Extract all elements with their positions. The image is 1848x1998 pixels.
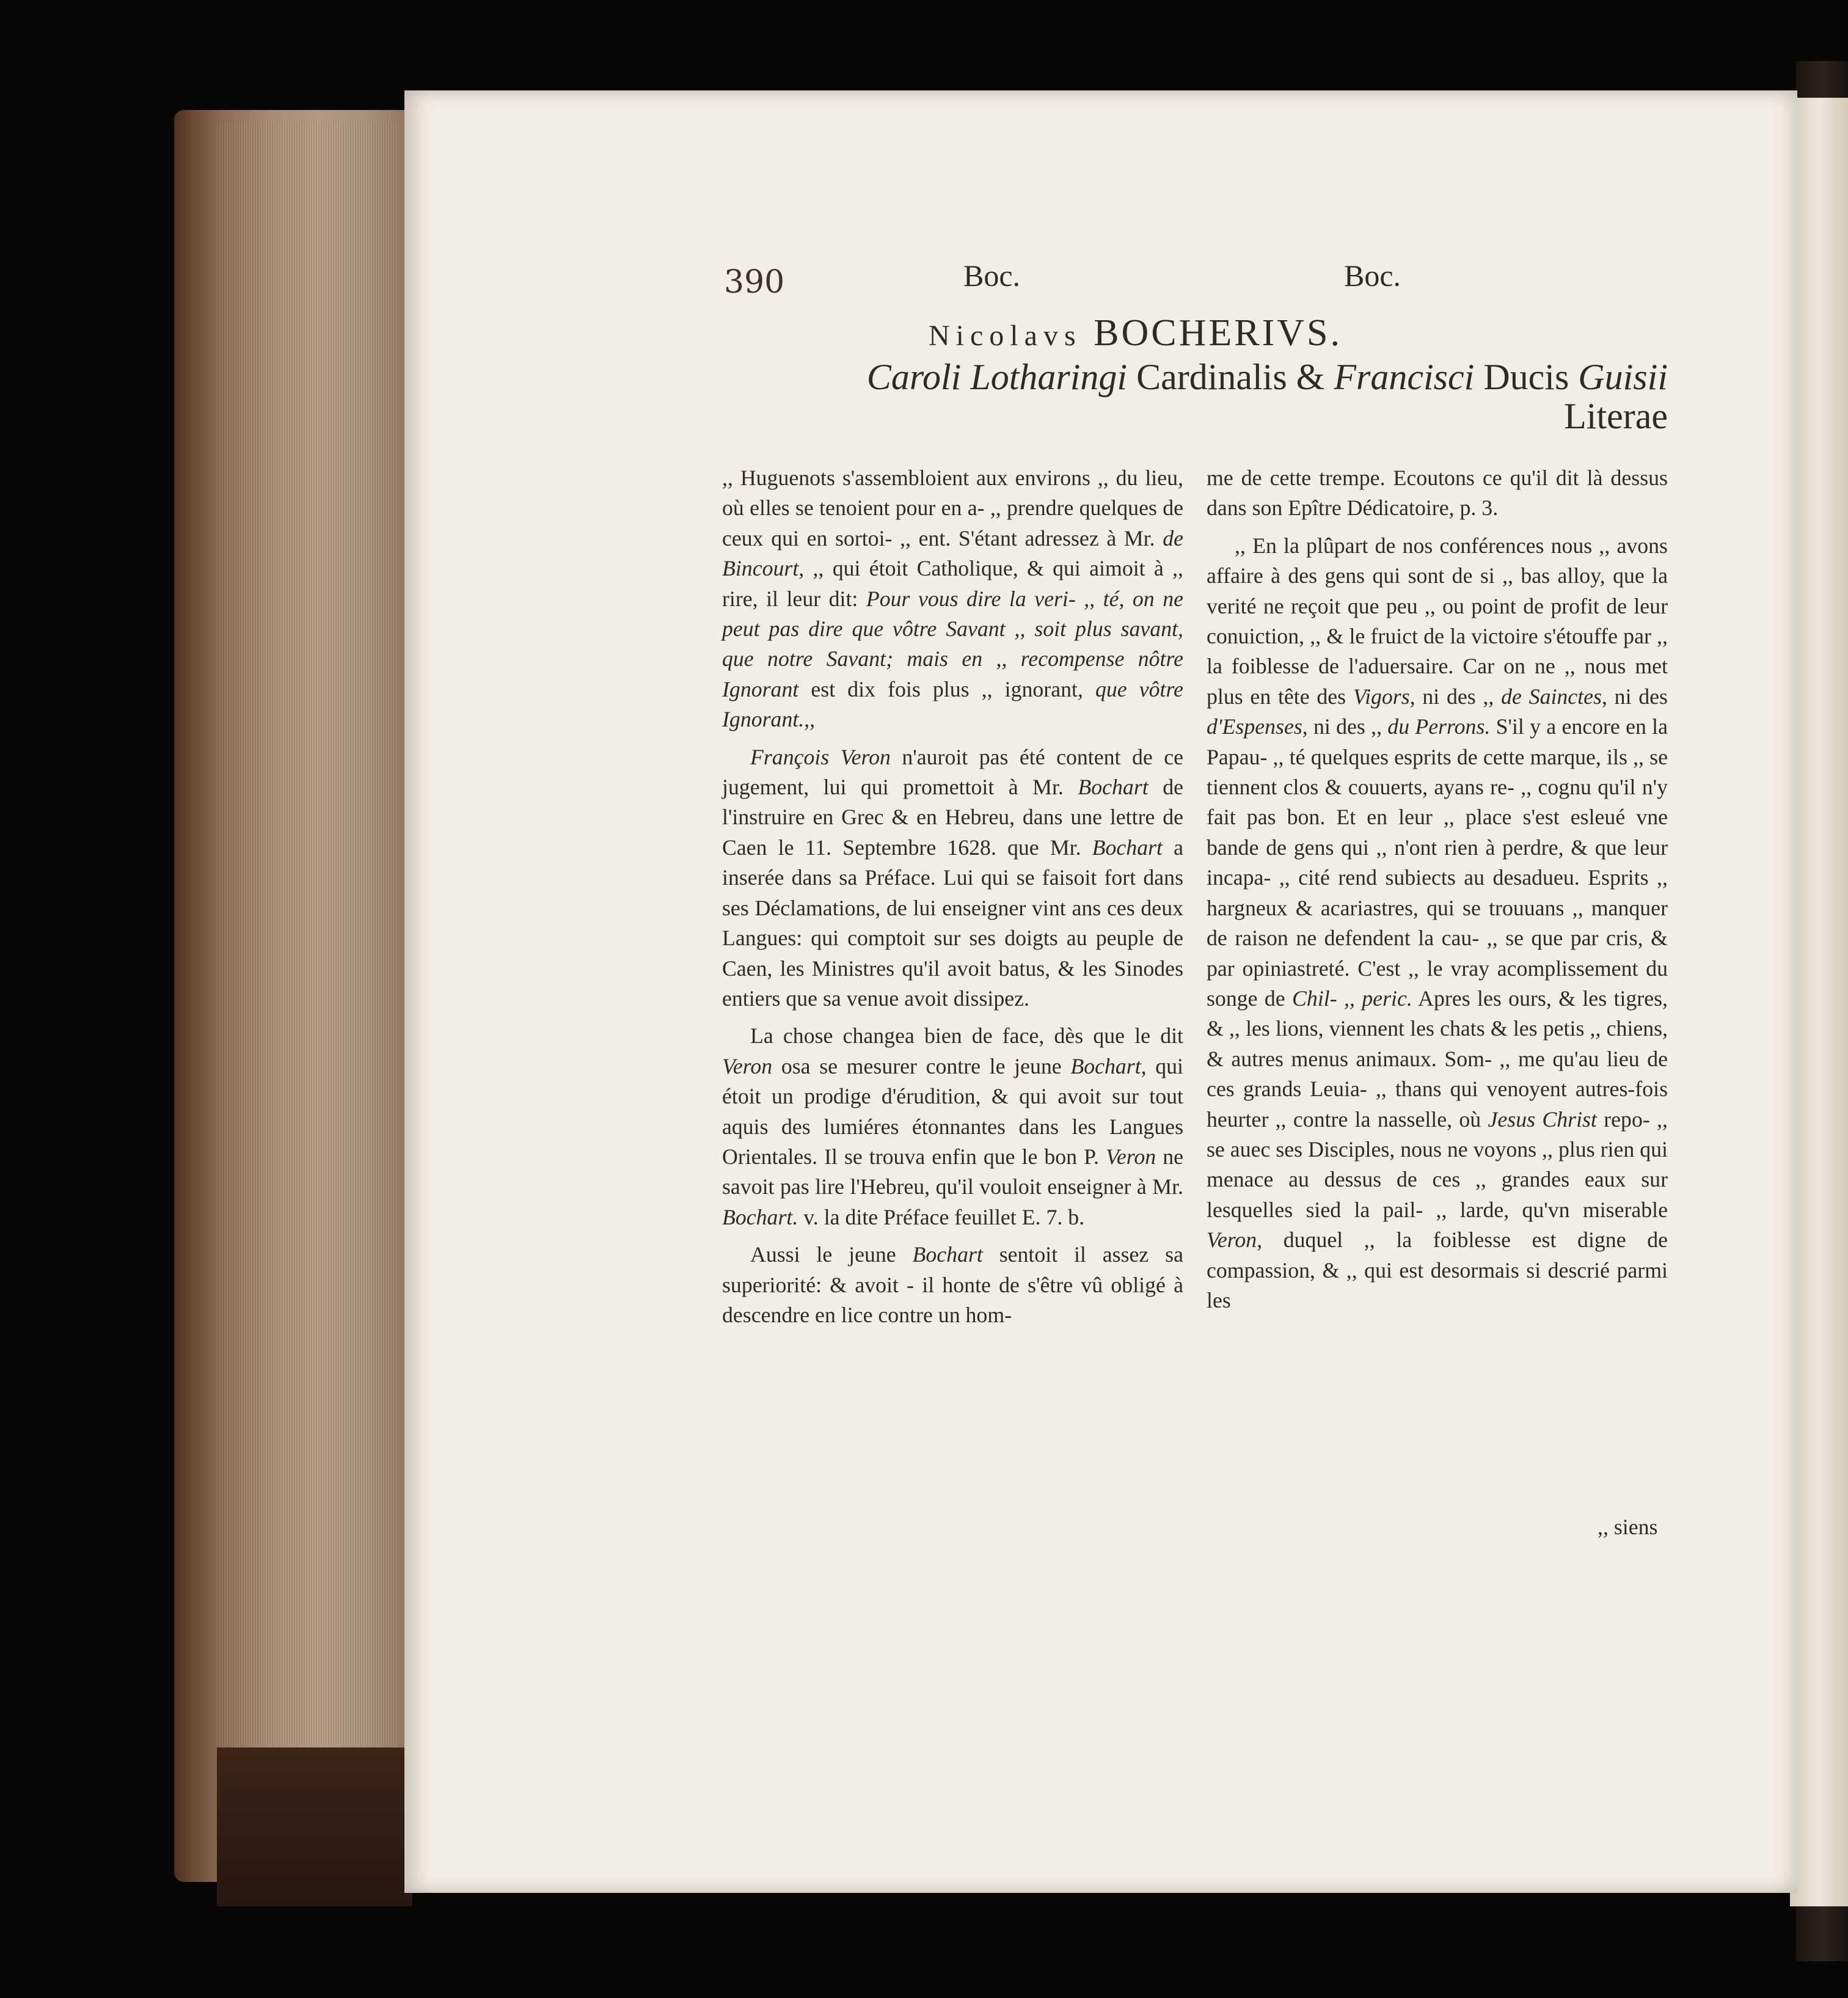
- p1-text-b: de l'instruire en Grec & en Hebreu, dans une lettre de Caen le 11. Septembre 1628. que Mr.: [722, 775, 1183, 860]
- p2-italic-3: Veron: [1106, 1144, 1156, 1169]
- p3-italic-1: Bochart: [912, 1242, 983, 1267]
- p1-italic-1: François Veron: [750, 744, 891, 769]
- p1-text-a: n'auroit pas été content de ce jugement, lui qui promettoit à Mr.: [722, 744, 1183, 800]
- paragraph-aussi: [722, 1240, 1183, 1330]
- p2-text-c: , qui étoit un prodige d'érudition, & qui avoit sur tout aquis des lumiéres étonnantes dans les Langues Orientales. Il se trouva enfin que le bon P.: [722, 1053, 1183, 1169]
- running-head-right: Boc.: [1344, 258, 1401, 293]
- quote-italic-c: que vôtre Ignorant.: [722, 676, 1183, 732]
- paragraph-veron: [722, 742, 1183, 1014]
- p1-italic-2: Bochart: [1078, 775, 1149, 800]
- page-number: 390: [724, 264, 785, 301]
- entry-title-firstname: Nicolavs: [929, 320, 1082, 352]
- p2-text-a: La chose changea bien de face, dès que le dit: [750, 1023, 1183, 1048]
- subtitle-italic-3: Guisii: [1578, 357, 1668, 397]
- p2-text-d: ne savoit pas lire l'Hebreu, qu'il vouloit enseigner à Mr.: [722, 1144, 1183, 1199]
- entry-title-surname: BOCHERIVS.: [1094, 312, 1343, 354]
- quote-end: ,,: [804, 707, 816, 732]
- p2-italic-2: Bochart: [1070, 1053, 1141, 1078]
- quote-text-c: est dix fois plus ,, ignorant,: [798, 676, 1095, 701]
- rq-italic-3: d'Espenses: [1207, 714, 1302, 739]
- paragraph-ecoutons: me de cette trempe. Ecoutons ce qu'il dit là dessus dans son Epître Dédicatoire, p. 3.: [1207, 466, 1668, 521]
- rq-text-g: repo- ,, se auec ses Disciples, nous ne voyons ,, plus rien qui menace au dessus de ces ,, grandes eaux sur lesquelles sied la pail- ,, larde, qu'vn miserable: [1207, 1107, 1668, 1222]
- quote-italic-a: de Bincourt,: [722, 525, 1183, 581]
- rq-italic-6: Jesus Christ: [1488, 1107, 1597, 1132]
- rq-text-e: S'il y a encore en la Papau- ,, té quelques esprits de cette marque, ils ,, se tiennent clos & couuerts, ayans re- ,, cognu qu'il n'y fait pas bon. Et en leur ,, place s'est esleué vne bande de gens qui ,, n'ont rien à perdre, & que leur incapa- ,, cité rend subiects au desadueu. Esprits ,, hargneux & acariastres, qui se trouuans ,, manquer de raison ne defendent la cau- ,, se que par cris, & par opiniastreté. C'est ,, le vray acomplissement du songe de: [1207, 714, 1668, 1011]
- p2-text-b: osa se mesurer contre le jeune: [772, 1053, 1071, 1078]
- rq-text-d: , ni des ,,: [1302, 714, 1388, 739]
- p1-italic-3: Bochart: [1092, 835, 1163, 860]
- p3-text-a: Aussi le jeune: [750, 1242, 913, 1267]
- facing-page-edge: [1790, 98, 1848, 1906]
- quote-anecdote: [722, 463, 1183, 735]
- subtitle-roman-3: Literae: [1564, 396, 1668, 436]
- subtitle-italic-1: Caroli Lotharingi: [866, 357, 1128, 397]
- p2-text-e: v. la dite Préface feuillet E. 7. b.: [798, 1204, 1085, 1229]
- running-head-left: Boc.: [963, 258, 1021, 293]
- rq-italic-1: Vigors: [1353, 684, 1410, 709]
- p2-italic-4: Bochart.: [722, 1204, 798, 1229]
- rq-text-a: ,, En la plûpart de nos conférences nous ,, avons affaire à des gens qui sont de si ,, bas alloy, que la verité ne reçoit que peu ,, ou point de profit de leur conuiction, ,, & le fruict de la victoire s'étouffe par ,, la foiblesse de l'aduersaire. Car on ne ,, nous met plus en tête des: [1207, 533, 1668, 709]
- book-page-edges: [174, 110, 412, 1882]
- rq-italic-4: du Perrons.: [1387, 714, 1491, 739]
- subtitle-roman-1: Cardinalis &: [1127, 357, 1334, 397]
- rq-text-f: Apres les ours, & les tigres, & ,, les lions, viennent les chats & les petis ,, chiens, & autres menus animaux. Som- ,, me qu'au lieu de ces grands Leuia- ,, thans qui venoyent autres-fois heurter ,, contre la nasselle, où: [1207, 986, 1668, 1132]
- rq-italic-7: Veron: [1207, 1228, 1257, 1253]
- quote-epistre-dedicatoire: [1207, 531, 1668, 1316]
- rq-text-h: , duquel ,, la foiblesse est digne de compassion, & ,, qui est desormais si descrié parmi les: [1207, 1228, 1668, 1312]
- p2-italic-1: Veron: [722, 1053, 773, 1078]
- entry-title: [929, 312, 1342, 355]
- paragraph-chose-changea: [722, 1021, 1183, 1232]
- p3-text-b: sentoit il assez sa superiorité: & avoit - il honte de s'être vû obligé à descendre en lice contre un hom-: [722, 1242, 1183, 1327]
- rq-italic-2: de Sainctes: [1501, 684, 1602, 709]
- quote-italic-b: Pour vous dire la veri- ,, té, on ne peut pas dire que vôtre Savant ,, soit plus savant, que notre Savant; mais en ,, recompense nôtre Ignorant: [722, 586, 1183, 701]
- quote-text-a: ,, Huguenots s'assembloient aux environs ,, du lieu, où elles se tenoient pour en a- ,, prendre quelques de ceux qui en sortoi- ,, ent. S'étant adressez à Mr.: [722, 466, 1183, 551]
- rq-text-c: , ni des: [1601, 684, 1668, 709]
- subtitle-roman-2: Ducis: [1474, 357, 1579, 397]
- right-column: [1207, 463, 1668, 1316]
- rq-text-b: , ni des ,,: [1409, 684, 1502, 709]
- entry-subtitle: [800, 357, 1668, 436]
- subtitle-italic-2: Francisci: [1334, 357, 1475, 397]
- catchword: ,, siens: [1598, 1515, 1658, 1539]
- left-column: [722, 463, 1183, 1330]
- rq-italic-5: Chil- ,, peric.: [1292, 986, 1412, 1011]
- p1-text-c: a inserée dans sa Préface. Lui qui se faisoit fort dans ses Déclamations, de lui enseigner vint ans ces deux Langues: qui comptoit sur ses doigts au peuple de Caen, les Ministres qu'il avoit batus, & les Sinodes entiers que sa venue avoit dissipez.: [722, 835, 1183, 1011]
- book-cover-bottom: [217, 1747, 412, 1906]
- quote-text-b: ,, qui étoit Catholique, & qui aimoit à ,, rire, il leur dit:: [722, 556, 1183, 611]
